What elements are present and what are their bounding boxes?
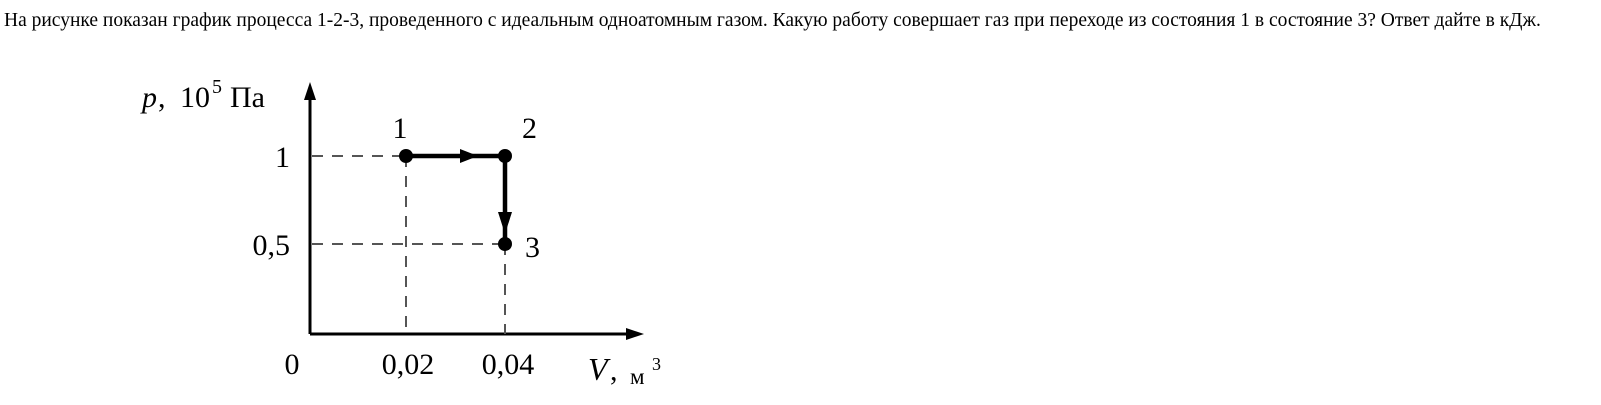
svg-text:м: м — [630, 364, 645, 389]
svg-text:,: , — [158, 81, 166, 114]
y-axis-title — [140, 76, 265, 114]
pv-diagram-figure — [0, 62, 760, 402]
svg-text:p: p — [142, 81, 157, 114]
svg-text:V: V — [588, 351, 608, 387]
point-label-1: 1 — [392, 112, 408, 145]
x-tick-label-0-04: 0,04 — [481, 348, 535, 381]
y-tick-label-0-5: 0,5 — [252, 229, 290, 262]
x-axis — [310, 328, 644, 340]
data-point-1 — [399, 149, 413, 163]
segment-1-2 — [406, 149, 505, 163]
data-point-3 — [498, 237, 512, 251]
problem-statement: На рисунке показан график процесса 1-2-3, проведенного с идеальным одноатомным газом. Какую работу совершает газ при переходе из состояния 1 в состояние 3? Ответ дайте в кДж. — [4, 10, 1541, 31]
guide-lines — [312, 156, 505, 334]
y-axis — [304, 82, 316, 334]
point-label-2: 2 — [522, 112, 537, 145]
point-label-3: 3 — [525, 231, 540, 264]
svg-text:5: 5 — [212, 76, 222, 98]
svg-text:,: , — [610, 354, 618, 387]
data-point-2 — [498, 149, 512, 163]
svg-text:10: 10 — [180, 81, 210, 114]
x-tick-label-0-02: 0,02 — [381, 348, 435, 381]
svg-text:Па: Па — [230, 81, 265, 114]
svg-text:3: 3 — [652, 354, 661, 374]
x-axis-title — [588, 351, 661, 389]
segment-2-3 — [498, 156, 512, 244]
x-origin-label: 0 — [284, 348, 300, 381]
y-tick-label-1: 1 — [275, 141, 290, 174]
